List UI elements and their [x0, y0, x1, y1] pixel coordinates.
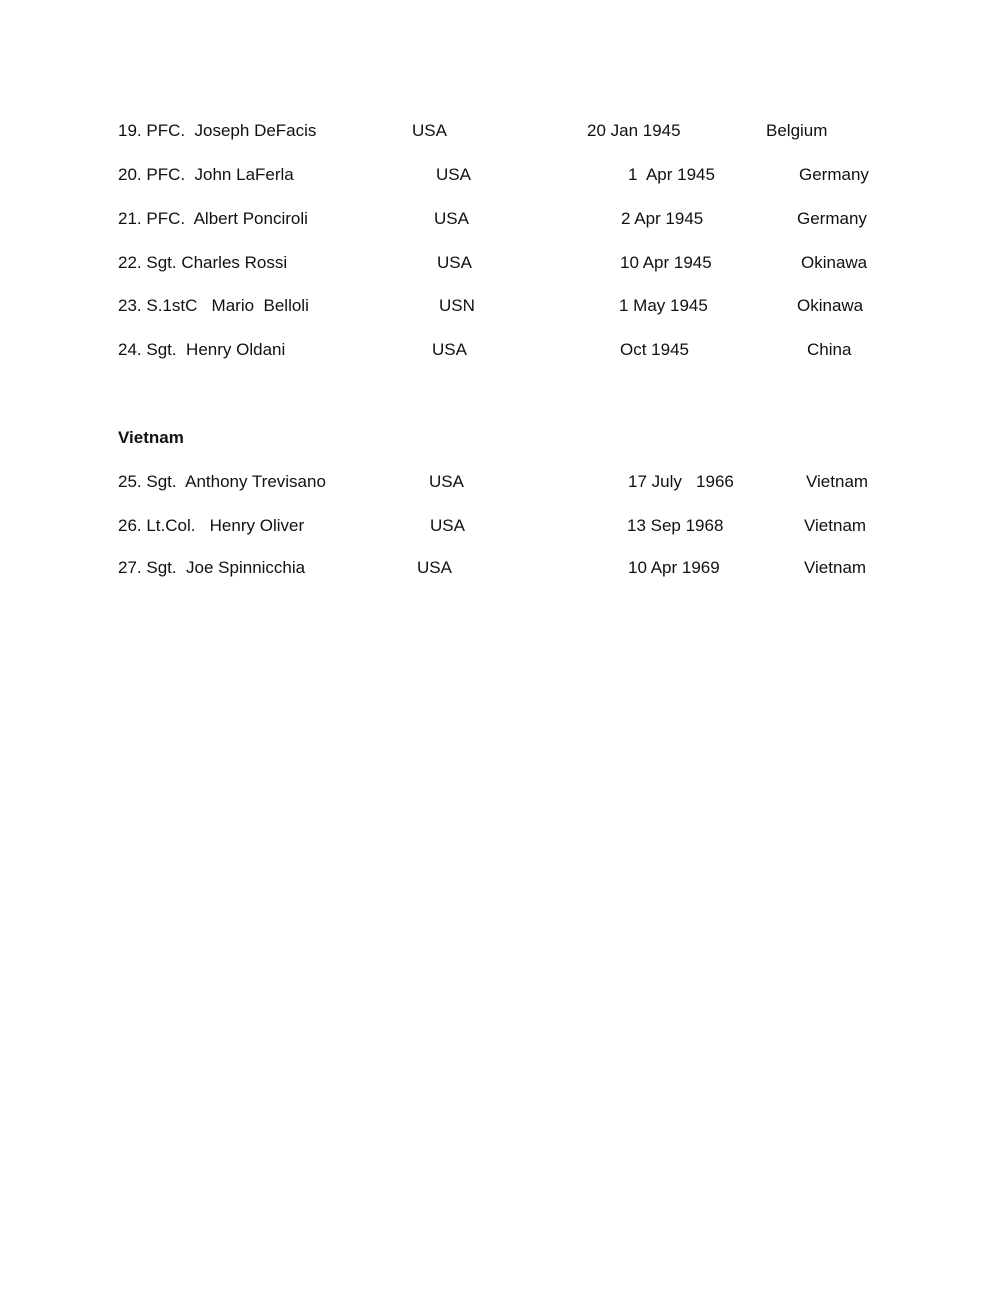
casualty-place: Okinawa — [801, 253, 868, 272]
casualty-branch: USA — [417, 558, 452, 577]
casualty-name: 22. Sgt. Charles Rossi — [118, 253, 288, 272]
table-row — [0, 207, 1000, 231]
casualty-place: Vietnam — [806, 472, 869, 491]
casualty-branch: USA — [432, 340, 467, 359]
casualty-date: 20 Jan 1945 — [587, 121, 681, 140]
casualty-place: China — [807, 340, 852, 359]
casualty-date: 1 May 1945 — [619, 296, 708, 315]
casualty-place: Vietnam — [804, 516, 867, 535]
casualty-place: Belgium — [766, 121, 828, 140]
table-row — [0, 163, 1000, 187]
table-row — [0, 294, 1000, 318]
casualty-name: 23. S.1stC Mario Belloli — [118, 296, 309, 315]
casualty-date: 10 Apr 1945 — [620, 253, 712, 272]
casualty-date: 10 Apr 1969 — [628, 558, 720, 577]
table-row — [0, 251, 1000, 275]
casualty-date: Oct 1945 — [620, 340, 689, 359]
casualty-name: 26. Lt.Col. Henry Oliver — [118, 516, 305, 535]
table-row — [0, 119, 1000, 143]
table-row — [0, 470, 1000, 494]
casualty-branch: USN — [439, 296, 475, 315]
casualty-place: Germany — [799, 165, 869, 184]
casualty-branch: USA — [437, 253, 472, 272]
casualty-branch: USA — [434, 209, 469, 228]
casualty-name: 25. Sgt. Anthony Trevisano — [118, 472, 326, 491]
casualty-name: 27. Sgt. Joe Spinnicchia — [118, 558, 306, 577]
casualty-name: 20. PFC. John LaFerla — [118, 165, 294, 184]
table-row — [0, 338, 1000, 362]
casualty-name: 24. Sgt. Henry Oldani — [118, 340, 286, 359]
casualty-name: 21. PFC. Albert Ponciroli — [118, 209, 308, 228]
casualty-place: Vietnam — [804, 558, 867, 577]
casualty-date: 17 July 1966 — [628, 472, 734, 491]
casualty-branch: USA — [430, 516, 465, 535]
casualty-place: Okinawa — [797, 296, 864, 315]
table-row — [0, 514, 1000, 538]
table-row — [0, 556, 1000, 580]
casualty-date: 2 Apr 1945 — [621, 209, 704, 228]
casualty-date: 1 Apr 1945 — [628, 165, 715, 184]
casualty-name: 19. PFC. Joseph DeFacis — [118, 121, 317, 140]
section-heading: Vietnam — [118, 428, 184, 447]
casualty-date: 13 Sep 1968 — [627, 516, 724, 535]
casualty-branch: USA — [436, 165, 471, 184]
casualty-branch: USA — [429, 472, 464, 491]
casualty-place: Germany — [797, 209, 867, 228]
casualty-branch: USA — [412, 121, 447, 140]
